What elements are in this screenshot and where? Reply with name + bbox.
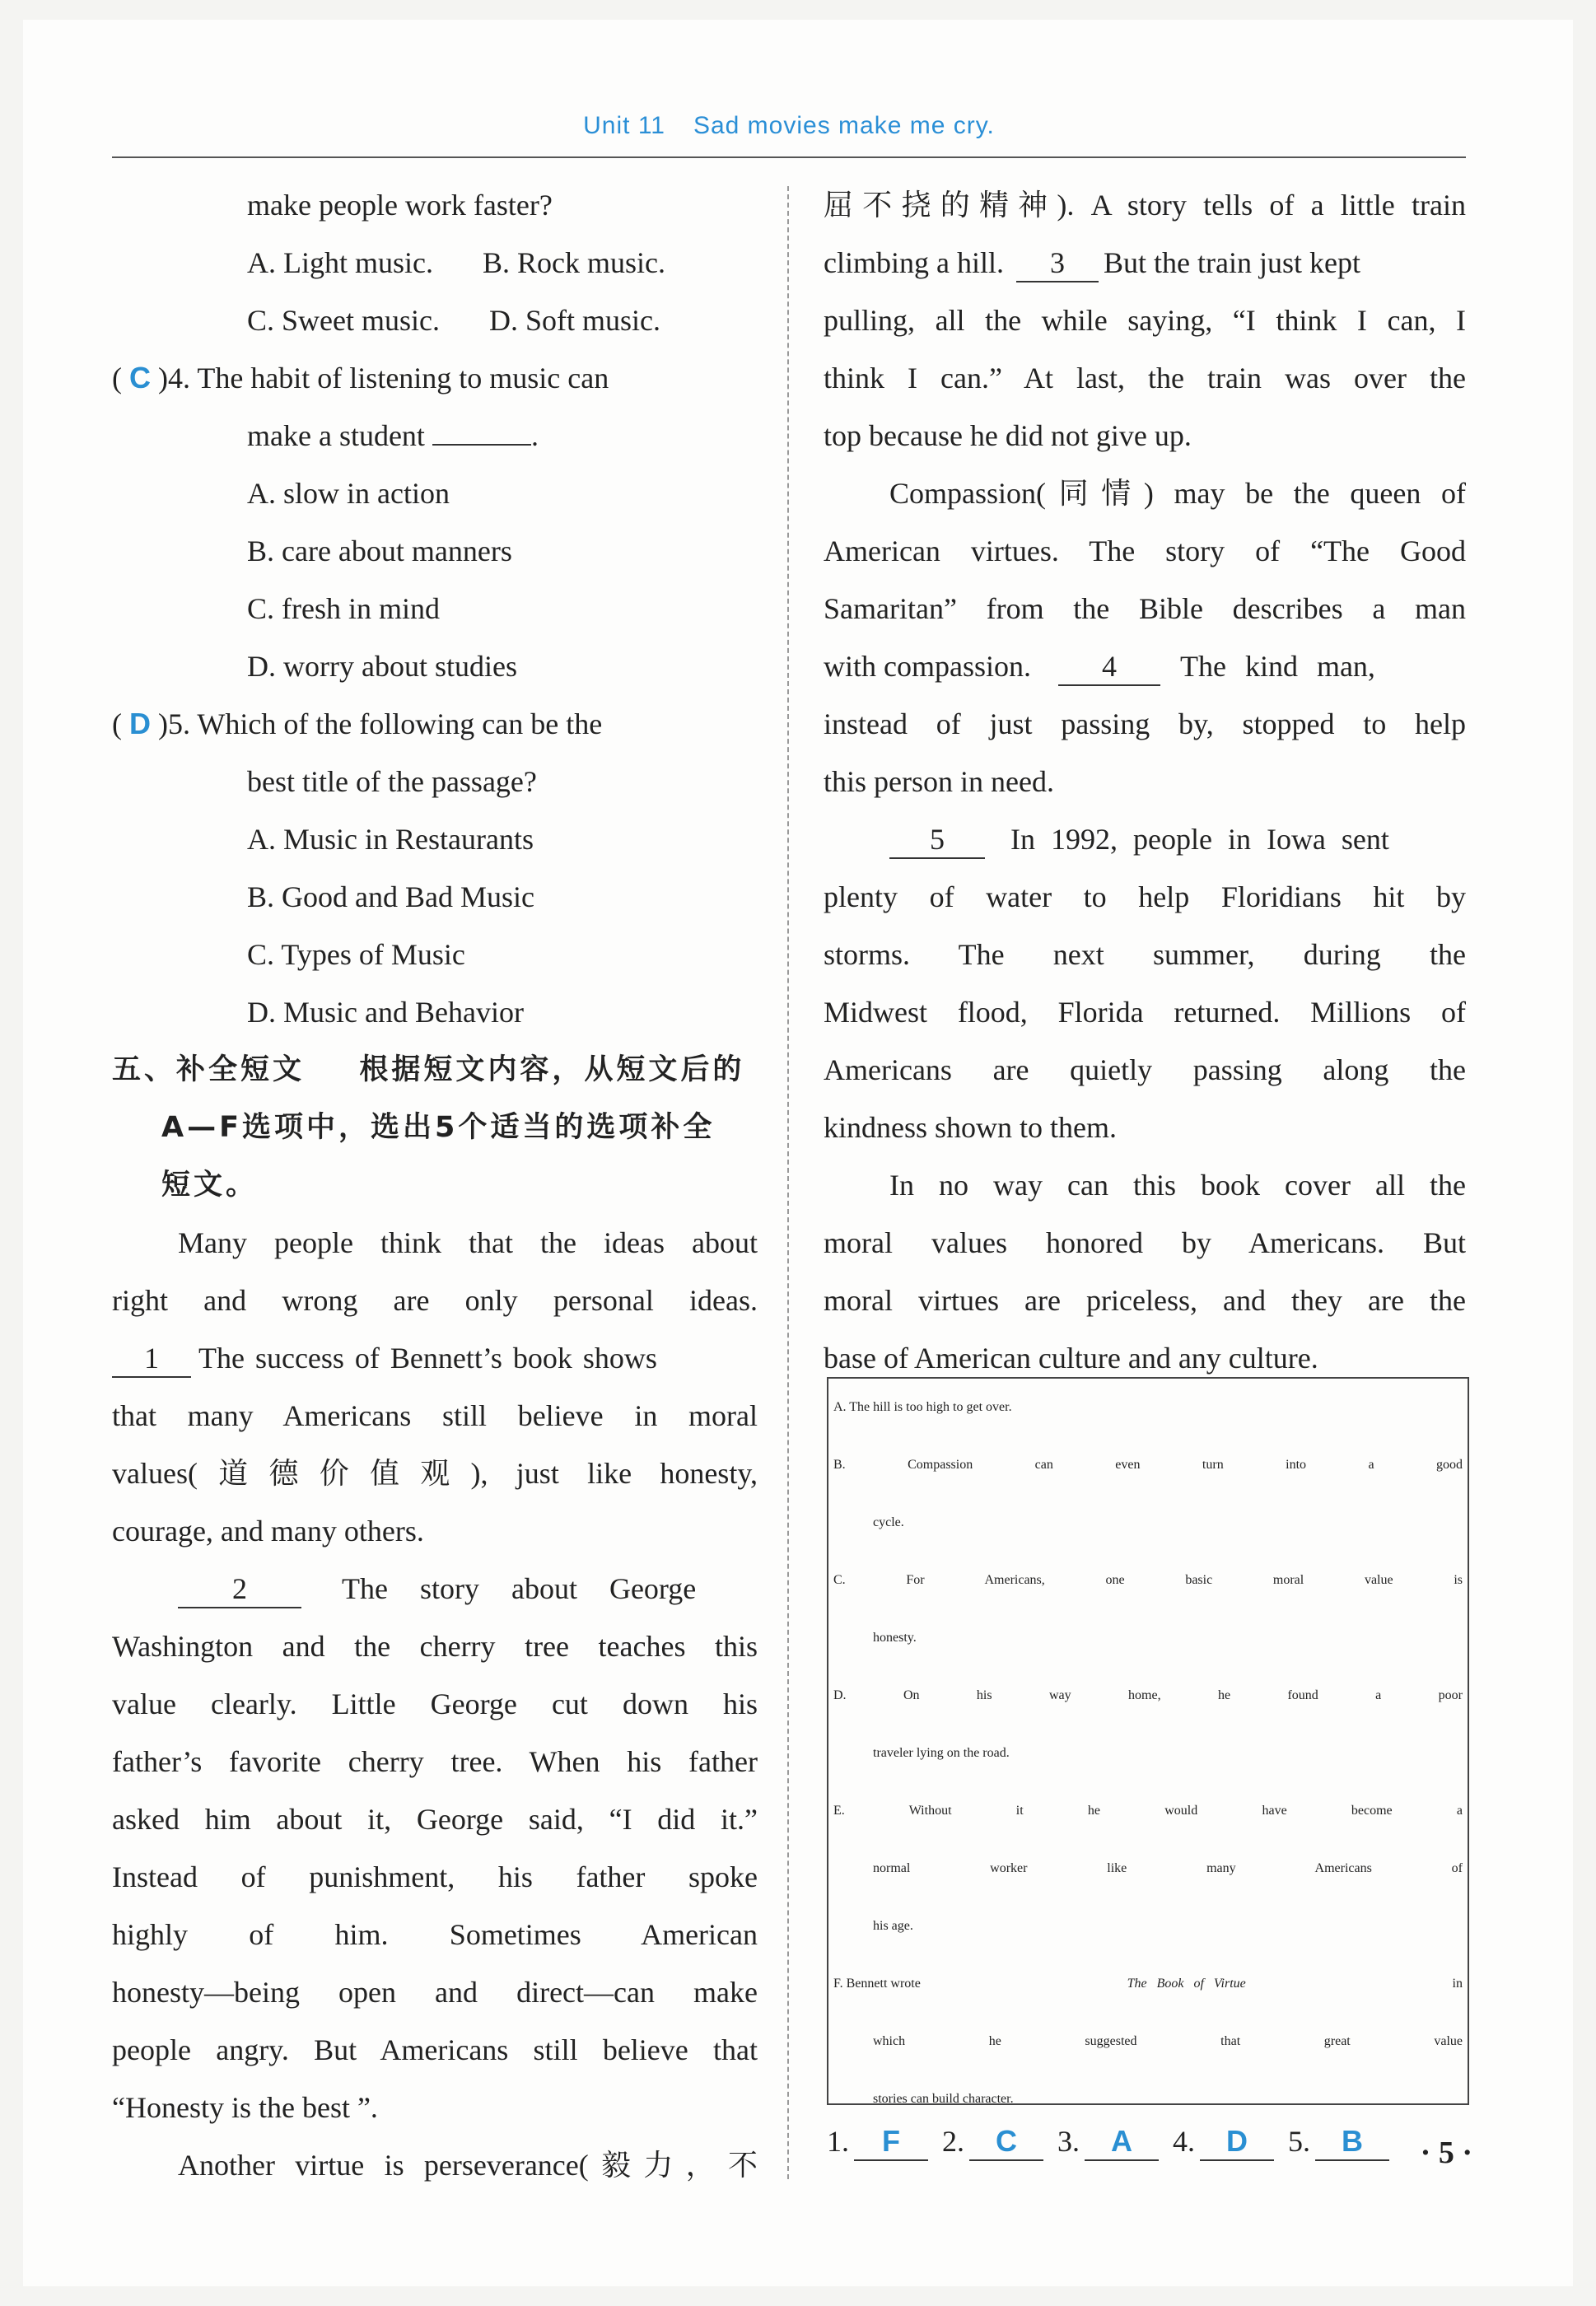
option-d-line1: D. On his way home, he found a poor <box>833 1688 1463 1702</box>
option-e-line2: normal worker like many Americans of <box>873 1861 1463 1875</box>
answer-num-2: 2. <box>942 2125 964 2158</box>
p1-line6: courage, and many others. <box>112 1515 424 1547</box>
option-b-line1: B. Compassion can even turn into a good <box>833 1458 1463 1472</box>
q5-stem-line2: best title of the passage? <box>247 765 537 798</box>
q3-stem-tail: make people work faster? <box>247 189 553 222</box>
answer-num-5: 5. <box>1288 2125 1310 2158</box>
p2-line9: people angry. But Americans still believe that <box>112 2033 758 2066</box>
q5-answer: D <box>129 707 151 740</box>
q4-stem: ( C )4. The habit of listening to music can <box>112 349 758 407</box>
p6-line4: base of American culture and any culture. <box>824 1342 1318 1375</box>
p3-line3: climbing a hill. 3 But the train just kept <box>824 234 1466 292</box>
option-f-line2: which he suggested that great value <box>873 2034 1463 2048</box>
q3-options-row2 <box>112 292 758 349</box>
p6-line3: moral virtues are priceless, and they are the <box>824 1284 1466 1317</box>
p4-line2: American virtues. The story of “The Good <box>824 534 1466 567</box>
q5-option-d: D. Music and Behavior <box>247 996 524 1029</box>
answer-blank-5[interactable]: B <box>1315 2123 1389 2161</box>
p2-line2: Washington and the cherry tree teaches this <box>112 1630 758 1663</box>
p2-line10: “Honesty is the best ”. <box>112 2091 378 2124</box>
answer-blank-2[interactable]: C <box>969 2123 1043 2161</box>
q5-option-b: B. Good and Bad Music <box>247 880 534 913</box>
p6-line2: moral values honored by Americans. But <box>824 1226 1466 1259</box>
p2-line5: asked him about it, George said, “I did it.” <box>112 1803 758 1836</box>
p2-line7: highly of him. Sometimes American <box>112 1918 758 1951</box>
q4-option-a: A. slow in action <box>247 477 450 510</box>
page-number: · 5 · <box>1420 2136 1472 2170</box>
p5-line2: plenty of water to help Floridians hit by <box>824 880 1466 913</box>
p5-line3: storms. The next summer, during the <box>824 938 1466 971</box>
p4-line5: instead of just passing by, stopped to help <box>824 707 1466 740</box>
option-d-line2: traveler lying on the road. <box>873 1746 1010 1760</box>
section-instruction-3: 短文。 <box>161 1169 259 1202</box>
answer-blank-1[interactable]: F <box>854 2123 928 2161</box>
answer-blank-3[interactable]: A <box>1085 2123 1159 2161</box>
p1-line2: right and wrong are only personal ideas. <box>112 1284 758 1317</box>
blank-5[interactable]: 5 <box>889 821 985 859</box>
p3-line6: top because he did not give up. <box>824 419 1192 452</box>
q4-stem-line2: make a student . <box>112 407 758 464</box>
section-heading <box>112 1041 758 1099</box>
p5-line1: 5 In 1992, people in Iowa sent <box>824 810 1466 868</box>
p3-line4: pulling, all the while saying, “I think I can, I <box>824 304 1466 337</box>
p4-line4: with compassion. 4 The kind man, <box>824 637 1466 695</box>
column-divider <box>787 186 789 2179</box>
section-instruction-2: A—F选项中，选出5个适当的选项补全 <box>161 1111 716 1144</box>
header-rule <box>112 156 1466 158</box>
section-instruction-1: 根据短文内容，从短文后的 <box>359 1053 745 1086</box>
p1-line4: that many Americans still believe in moral <box>112 1399 758 1432</box>
q5-line1: Which of the following can be the <box>197 707 603 740</box>
p4-line6: this person in need. <box>824 765 1054 798</box>
p3-line2: 屈不挠的精神). A story tells of a little train <box>824 189 1466 222</box>
right-column <box>824 176 1466 1387</box>
p5-line5: Americans are quietly passing along the <box>824 1053 1466 1086</box>
option-c-line1: C. For Americans, one basic moral value is <box>833 1573 1463 1587</box>
p3-line1: Another virtue is perseverance(毅力，不 <box>178 2149 758 2182</box>
section-title: 五、补全短文 <box>112 1053 306 1086</box>
p2-line1: 2 The story about George <box>112 1560 758 1617</box>
option-c-line2: honesty. <box>873 1631 917 1645</box>
p1-line3: 1 The success of Bennett’s book shows <box>112 1329 758 1387</box>
blank-1[interactable]: 1 <box>112 1340 191 1378</box>
p2-line4: father’s favorite cherry tree. When his father <box>112 1745 758 1778</box>
blank-4[interactable]: 4 <box>1058 648 1160 686</box>
answer-num-3: 3. <box>1057 2125 1080 2158</box>
q3-option-c: C. Sweet music. <box>247 304 440 337</box>
q4-line1: The habit of listening to music can <box>197 362 609 394</box>
p2-line3: value clearly. Little George cut down his <box>112 1687 758 1720</box>
p2-line8: honesty—being open and direct—can make <box>112 1976 758 2009</box>
option-f-line1: F. Bennett wrote The Book of Virtue in <box>828 1955 1468 2013</box>
p6-line1: In no way can this book cover all the <box>889 1169 1466 1202</box>
q5-stem: ( D )5. Which of the following can be the <box>112 695 758 753</box>
option-e-line1: E. Without it he would have become a <box>833 1804 1463 1818</box>
blank-3[interactable]: 3 <box>1016 245 1099 282</box>
q3-option-d: D. Soft music. <box>488 304 660 337</box>
q5-option-c: C. Types of Music <box>247 938 465 971</box>
p5-line6: kindness shown to them. <box>824 1111 1117 1144</box>
q3-option-b: B. Rock music. <box>482 246 665 279</box>
p4-line3: Samaritan” from the Bible describes a man <box>824 592 1466 625</box>
option-a: A. The hill is too high to get over. <box>833 1400 1012 1414</box>
options-box <box>827 1377 1469 2105</box>
option-f-line3: stories can build character. <box>873 2092 1014 2106</box>
option-e-line3: his age. <box>873 1919 913 1933</box>
p3-line5: think I can.” At last, the train was over the <box>824 362 1466 394</box>
p4-line1: Compassion(同情) may be the queen of <box>889 477 1466 510</box>
q4-option-b: B. care about manners <box>247 534 512 567</box>
option-b-line2: cycle. <box>873 1515 904 1529</box>
left-column <box>112 176 758 2194</box>
answer-num-4: 4. <box>1173 2125 1195 2158</box>
q5-option-a: A. Music in Restaurants <box>247 823 534 856</box>
q4-option-d: D. worry about studies <box>247 650 517 683</box>
q4-answer-blank[interactable] <box>432 408 531 446</box>
answer-row <box>827 2123 1466 2161</box>
q3-options-row1 <box>112 234 758 292</box>
p5-line4: Midwest flood, Florida returned. Millions of <box>824 996 1466 1029</box>
book-title: The Book of Virtue <box>1127 1977 1246 1991</box>
q4-answer: C <box>129 361 151 394</box>
p1-line1: Many people think that the ideas about <box>178 1226 758 1259</box>
answer-num-1: 1. <box>827 2125 849 2158</box>
header-unit: Unit 11 <box>583 112 665 139</box>
p2-line6: Instead of punishment, his father spoke <box>112 1860 758 1893</box>
q4-option-c: C. fresh in mind <box>247 592 440 625</box>
blank-2[interactable]: 2 <box>178 1571 301 1608</box>
p1-line5: values(道德价值观), just like honesty, <box>112 1457 758 1490</box>
q3-option-a: A. Light music. <box>247 246 433 279</box>
answer-blank-4[interactable]: D <box>1200 2123 1274 2161</box>
running-header <box>112 112 1466 140</box>
header-title: Sad movies make me cry. <box>693 112 995 139</box>
